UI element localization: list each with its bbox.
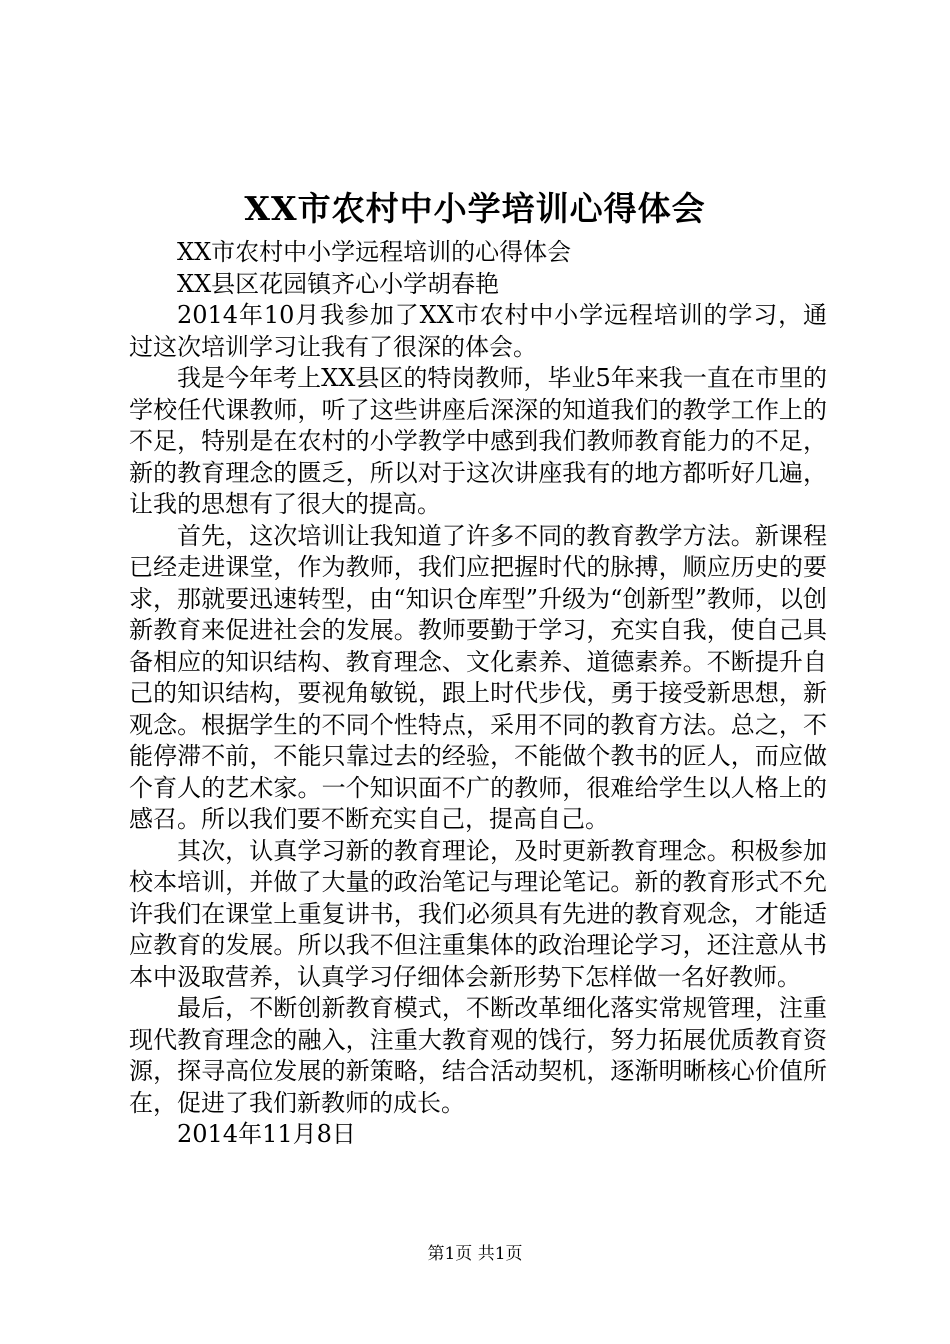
- subtitle-paragraph: XX市农村中小学远程培训的心得体会: [177, 238, 572, 266]
- intro-paragraph: 2014年10月我参加了XX市农村中小学远程培训的学习，通过这次培训学习让我有了很深的体会。: [129, 301, 827, 361]
- document-body: [129, 237, 827, 1151]
- page-number-footer: 第1页 共1页: [427, 1244, 523, 1264]
- final-point-paragraph: 最后，不断创新教育模式，不断改革细化落实常规管理，注重现代教育理念的融入，注重大教育观的饯行，努力拓展优质教育资源，探寻高位发展的新策略，结合活动契机，逐渐明晰核心价值所在，促进了我们新教师的成长。: [129, 994, 827, 1117]
- background-paragraph: 我是今年考上XX县区的特岗教师，毕业5年来我一直在市里的学校任代课教师，听了这些讲座后深深的知道我们的教学工作上的不足，特别是在农村的小学教学中感到我们教师教育能力的不足，新的教育理念的匮乏，所以对于这次讲座我有的地方都听好几遍，让我的思想有了很大的提高。: [129, 364, 827, 518]
- second-point-paragraph: 其次，认真学习新的教育理论，及时更新教育理念。积极参加校本培训，并做了大量的政治笔记与理论笔记。新的教育形式不允许我们在课堂上重复讲书，我们必须具有先进的教育观念，才能适应教育的发展。所以我不但注重集体的政治理论学习，还注意从书本中汲取营养，认真学习仔细体会新形势下怎样做一名好教师。: [129, 836, 827, 991]
- first-point-paragraph: 首先，这次培训让我知道了许多不同的教育教学方法。新课程已经走进课堂，作为教师，我们应把握时代的脉搏，顺应历史的要求，那就要迅速转型，由“知识仓库型”升级为“创新型”教师，以创新教育来促进社会的发展。教师要勤于学习，充实自我，使自己具备相应的知识结构、教育理念、文化素养、道德素养。不断提升自己的知识结构，要视角敏锐，跟上时代步伐，勇于接受新思想，新观念。根据学生的不同个性特点，采用不同的教育方法。总之，不能停滞不前，不能只靠过去的经验，不能做个教书的匠人，而应做个育人的艺术家。一个知识面不广的教师，很难给学生以人格上的感召。所以我们要不断充实自己，提高自己。: [129, 521, 827, 833]
- document-title: XX市农村中小学培训心得体会: [244, 189, 706, 228]
- date-paragraph: 2014年11月8日: [177, 1120, 356, 1148]
- author-paragraph: XX县区花园镇齐心小学胡春艳: [177, 269, 500, 298]
